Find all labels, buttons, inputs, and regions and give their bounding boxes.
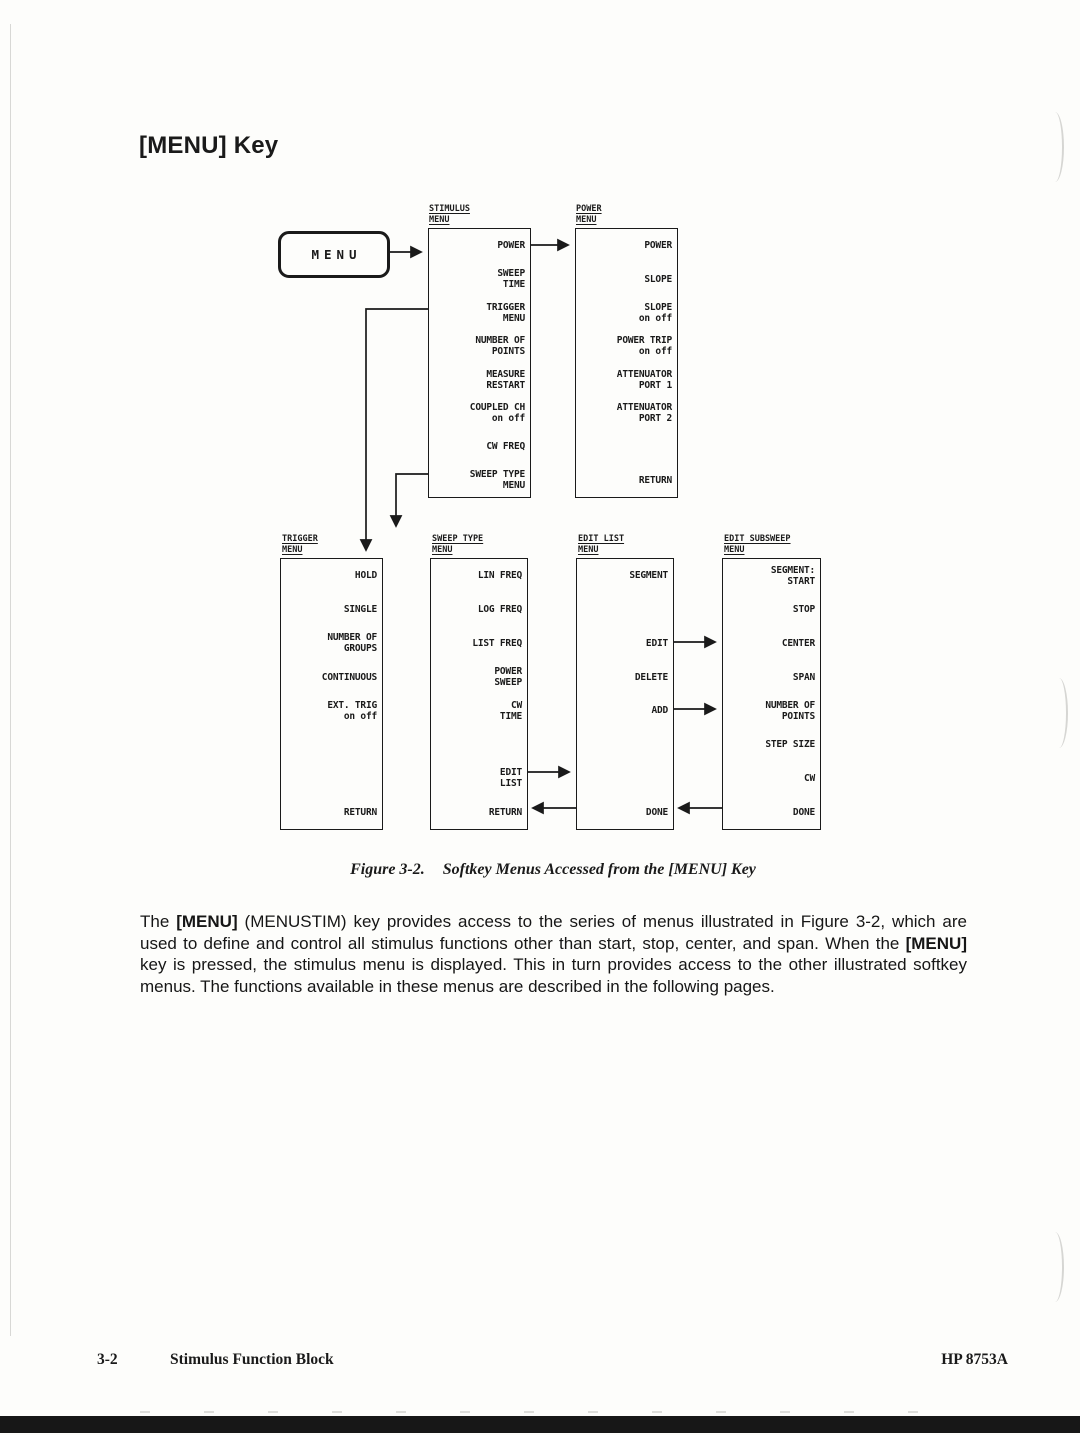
page-footer [0, 1351, 1080, 1375]
softkey-label: TRIGGER MENU [486, 301, 525, 324]
softkey-label: SEGMENT: START [770, 564, 815, 587]
menu-box-title-line: MENU [282, 544, 303, 555]
softkey-label: CENTER [781, 637, 815, 649]
footer-page-number: 3-2 [97, 1351, 118, 1368]
softkey-menu-sweep-type [430, 558, 528, 830]
softkey-label: SEGMENT [629, 570, 668, 582]
softkey-empty-slot [576, 430, 677, 464]
softkey-label: SLOPE on off [638, 301, 672, 324]
softkey-label: ADD [651, 705, 668, 717]
scan-artifact-specks [140, 1411, 940, 1413]
scan-artifact-curl [1046, 1232, 1064, 1302]
softkey-menu-trigger [280, 558, 383, 830]
figure-caption-title: Softkey Menus Accessed from the [MENU] Key [442, 861, 756, 878]
softkey-label: POWER TRIP on off [616, 335, 672, 358]
softkey-menu-edit-list [576, 558, 674, 830]
scan-artifact-bottom-bar [0, 1416, 1080, 1433]
softkey-label: LIST FREQ [472, 637, 522, 649]
softkey-label: DONE [645, 806, 668, 818]
footer-section-title: Stimulus Function Block [170, 1351, 334, 1368]
body-paragraph: The [MENU] (MENUSTIM) key provides access to the series of menus illustrated in Figure 3-2, which are used to define and control all stimulus functions other than start, stop, center, and span. When the [MENU] key is pressed, the stimulus menu is displayed. This in turn provides access to the other illustrated softkey menus. The functions available in these menus are described in the following pages. [140, 912, 967, 996]
softkey-label: COUPLED CH on off [469, 402, 525, 425]
menu-box-title-trigger [282, 534, 318, 555]
menu-box-title-line: MENU [429, 214, 450, 225]
softkey-empty-slot [577, 593, 673, 627]
softkey-label: SINGLE [343, 604, 377, 616]
softkey-label: STEP SIZE [765, 739, 815, 751]
softkey-label: POWER [497, 240, 525, 252]
scan-artifact-left-line [10, 24, 11, 1336]
figure-caption-number: Figure 3-2. [350, 861, 425, 878]
softkey-label: EDIT LIST [499, 767, 522, 790]
softkey-label: CW [803, 772, 815, 784]
softkey-label: HOLD [354, 570, 377, 582]
menu-box-title-power [576, 204, 602, 225]
menu-box-title-line: EDIT SUBSWEEP [724, 534, 791, 544]
softkey-empty-slot [577, 728, 673, 762]
menu-box-title-line: MENU [576, 214, 597, 225]
softkey-label: CONTINUOUS [321, 671, 377, 683]
menu-box-title-edit-list [578, 534, 624, 555]
softkey-empty-slot [577, 762, 673, 796]
menu-box-title-line: MENU [578, 544, 599, 555]
softkey-label: RETURN [488, 806, 522, 818]
menu-box-title-stimulus [429, 204, 470, 225]
softkey-label: NUMBER OF GROUPS [327, 632, 377, 655]
figure-caption [140, 861, 966, 879]
softkey-label: LIN FREQ [477, 570, 522, 582]
scan-artifact-curl [1050, 678, 1068, 748]
menu-box-title-line: EDIT LIST [578, 534, 625, 544]
softkey-label: ATTENUATOR PORT 2 [616, 402, 672, 425]
softkey-empty-slot [281, 762, 382, 796]
softkey-label: POWER SWEEP [494, 666, 522, 689]
softkey-label: MEASURE RESTART [486, 368, 525, 391]
menu-box-title-line: MENU [432, 544, 453, 555]
softkey-label: SWEEP TIME [497, 268, 525, 291]
scan-artifact-curl [1046, 112, 1064, 182]
page-heading: [MENU] Key [139, 132, 279, 159]
softkey-label: NUMBER OF POINTS [475, 335, 525, 358]
softkey-label: SWEEP TYPE MENU [469, 469, 525, 492]
softkey-label: EXT. TRIG on off [327, 699, 377, 722]
menu-hardkey: MENU [278, 231, 390, 278]
menu-box-title-line: STIMULUS [429, 204, 470, 214]
softkey-label: EDIT [645, 637, 668, 649]
softkey-menu-power [575, 228, 678, 498]
softkey-label: RETURN [343, 806, 377, 818]
softkey-empty-slot [431, 728, 527, 762]
softkey-label: DONE [792, 806, 815, 818]
softkey-menu-stimulus [428, 228, 531, 498]
menu-box-title-sweep-type [432, 534, 483, 555]
softkey-label: STOP [792, 604, 815, 616]
softkey-label: LOG FREQ [477, 604, 522, 616]
menu-box-title-line: TRIGGER [282, 534, 318, 544]
softkey-label: CW TIME [499, 699, 522, 722]
softkey-label: DELETE [634, 671, 668, 683]
menu-box-title-line: POWER [576, 204, 602, 214]
softkey-label: RETURN [638, 474, 672, 486]
softkey-label: ATTENUATOR PORT 1 [616, 368, 672, 391]
menu-box-title-line: SWEEP TYPE [432, 534, 484, 544]
softkey-label: NUMBER OF POINTS [765, 699, 815, 722]
softkey-label: SLOPE [644, 273, 672, 285]
footer-doc-id: HP 8753A [941, 1351, 1008, 1368]
softkey-empty-slot [281, 728, 382, 762]
softkey-label: CW FREQ [486, 441, 525, 453]
softkey-menu-edit-subsweep [722, 558, 821, 830]
softkey-label: SPAN [792, 671, 815, 683]
menu-box-title-line: MENU [724, 544, 745, 555]
menu-box-title-edit-subsweep [724, 534, 791, 555]
softkey-label: POWER [644, 240, 672, 252]
arrow-stimulus-to-trigger [366, 309, 428, 550]
arrow-stimulus-to-sweeptype [396, 474, 428, 526]
